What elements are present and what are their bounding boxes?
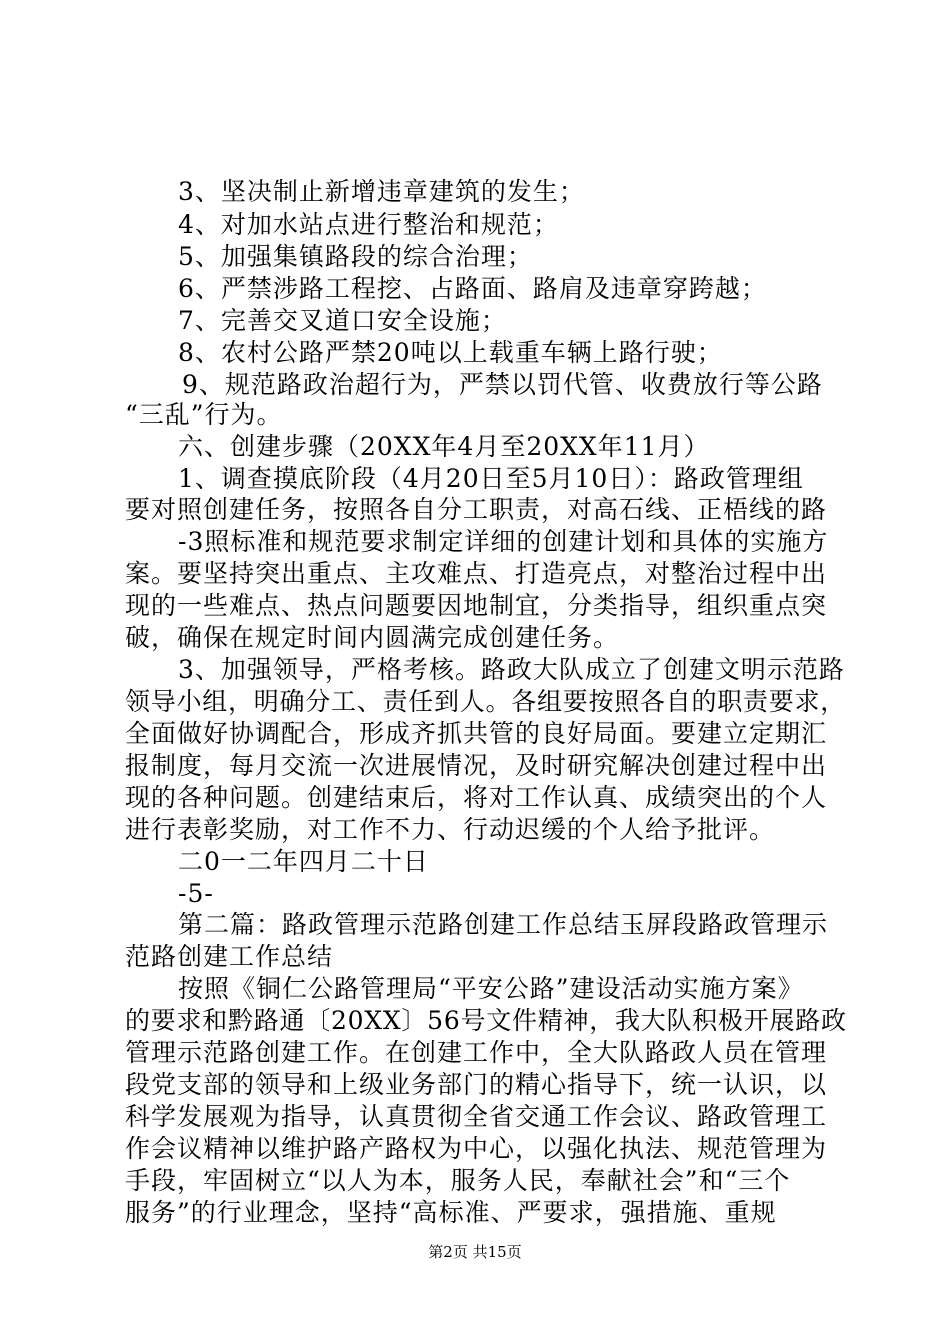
text-line: 进行表彰奖励，对工作不力、行动迟缓的个人给予批评。 [125, 815, 776, 844]
text-line: 的要求和黔路通〔20XX〕56号文件精神，我大队积极开展路政 [125, 1006, 847, 1035]
text-line: 6、严禁涉路工程挖、占路面、路肩及违章穿跨越； [178, 274, 767, 303]
text-line: 9、规范路政治超行为，严禁以罚代管、收费放行等公路 [182, 370, 823, 399]
text-line: 1、调查摸底阶段（4月20日至5月10日）：路政管理组 [178, 464, 804, 493]
text-line: 科学发展观为指导，认真贯彻全省交通工作会议、路政管理工 [125, 1102, 828, 1131]
text-line: 案。要坚持突出重点、主攻难点、打造亮点，对整治过程中出 [125, 559, 828, 588]
text-line: -3照标准和规范要求制定详细的创建计划和具体的实施方 [178, 527, 829, 556]
text-line: 4、对加水站点进行整治和规范； [178, 210, 559, 239]
date-line: 二0一二年四月二十日 [178, 847, 429, 876]
text-line: 要对照创建任务，按照各自分工职责，对高石线、正梧线的路 [125, 495, 828, 524]
text-line: 作会议精神以维护路产路权为中心，以强化执法、规范管理为 [125, 1134, 828, 1163]
text-line: 5、加强集镇路段的综合治理； [178, 242, 533, 271]
text-line: 3、坚决制止新增违章建筑的发生； [178, 177, 585, 206]
page-footer: 第2页 共15页 [428, 1243, 522, 1261]
text-line: 现的各种问题。创建结束后，将对工作认真、成绩突出的个人 [125, 783, 828, 812]
text-line: 3、加强领导，严格考核。路政大队成立了创建文明示范路 [178, 655, 845, 684]
page-marker: -5- [178, 879, 214, 908]
text-line: 管理示范路创建工作。在创建工作中，全大队路政人员在管理 [125, 1038, 828, 1067]
chapter-title: 第二篇：路政管理示范路创建工作总结玉屏段路政管理示 [178, 910, 829, 939]
text-line: 手段，牢固树立“以人为本，服务人民，奉献社会”和“三个 [125, 1166, 791, 1195]
text-line: 现的一些难点、热点问题要因地制宜，分类指导，组织重点突 [125, 591, 828, 620]
text-line: “三乱”行为。 [125, 400, 283, 429]
text-line: 8、农村公路严禁20吨以上载重车辆上路行驶； [178, 338, 723, 367]
text-line: 段党支部的领导和上级业务部门的精心指导下，统一认识，以 [125, 1070, 828, 1099]
text-line: 按照《铜仁公路管理局“平安公路”建设活动实施方案》 [178, 974, 804, 1003]
text-line: 7、完善交叉道口安全设施； [178, 306, 507, 335]
text-line: 报制度，每月交流一次进展情况，及时研究解决创建过程中出 [125, 751, 828, 780]
text-line: 破，确保在规定时间内圆满完成创建任务。 [125, 623, 620, 652]
section-heading: 六、创建步骤（20XX年4月至20XX年11月） [178, 432, 710, 461]
chapter-title: 范路创建工作总结 [125, 942, 334, 971]
text-line: 领导小组，明确分工、责任到人。各组要按照各自的职责要求， [125, 687, 847, 716]
text-line: 全面做好协调配合，形成齐抓共管的良好局面。要建立定期汇 [125, 719, 828, 748]
text-line: 服务”的行业理念，坚持“高标准、严要求，强措施、重规 [125, 1198, 777, 1227]
